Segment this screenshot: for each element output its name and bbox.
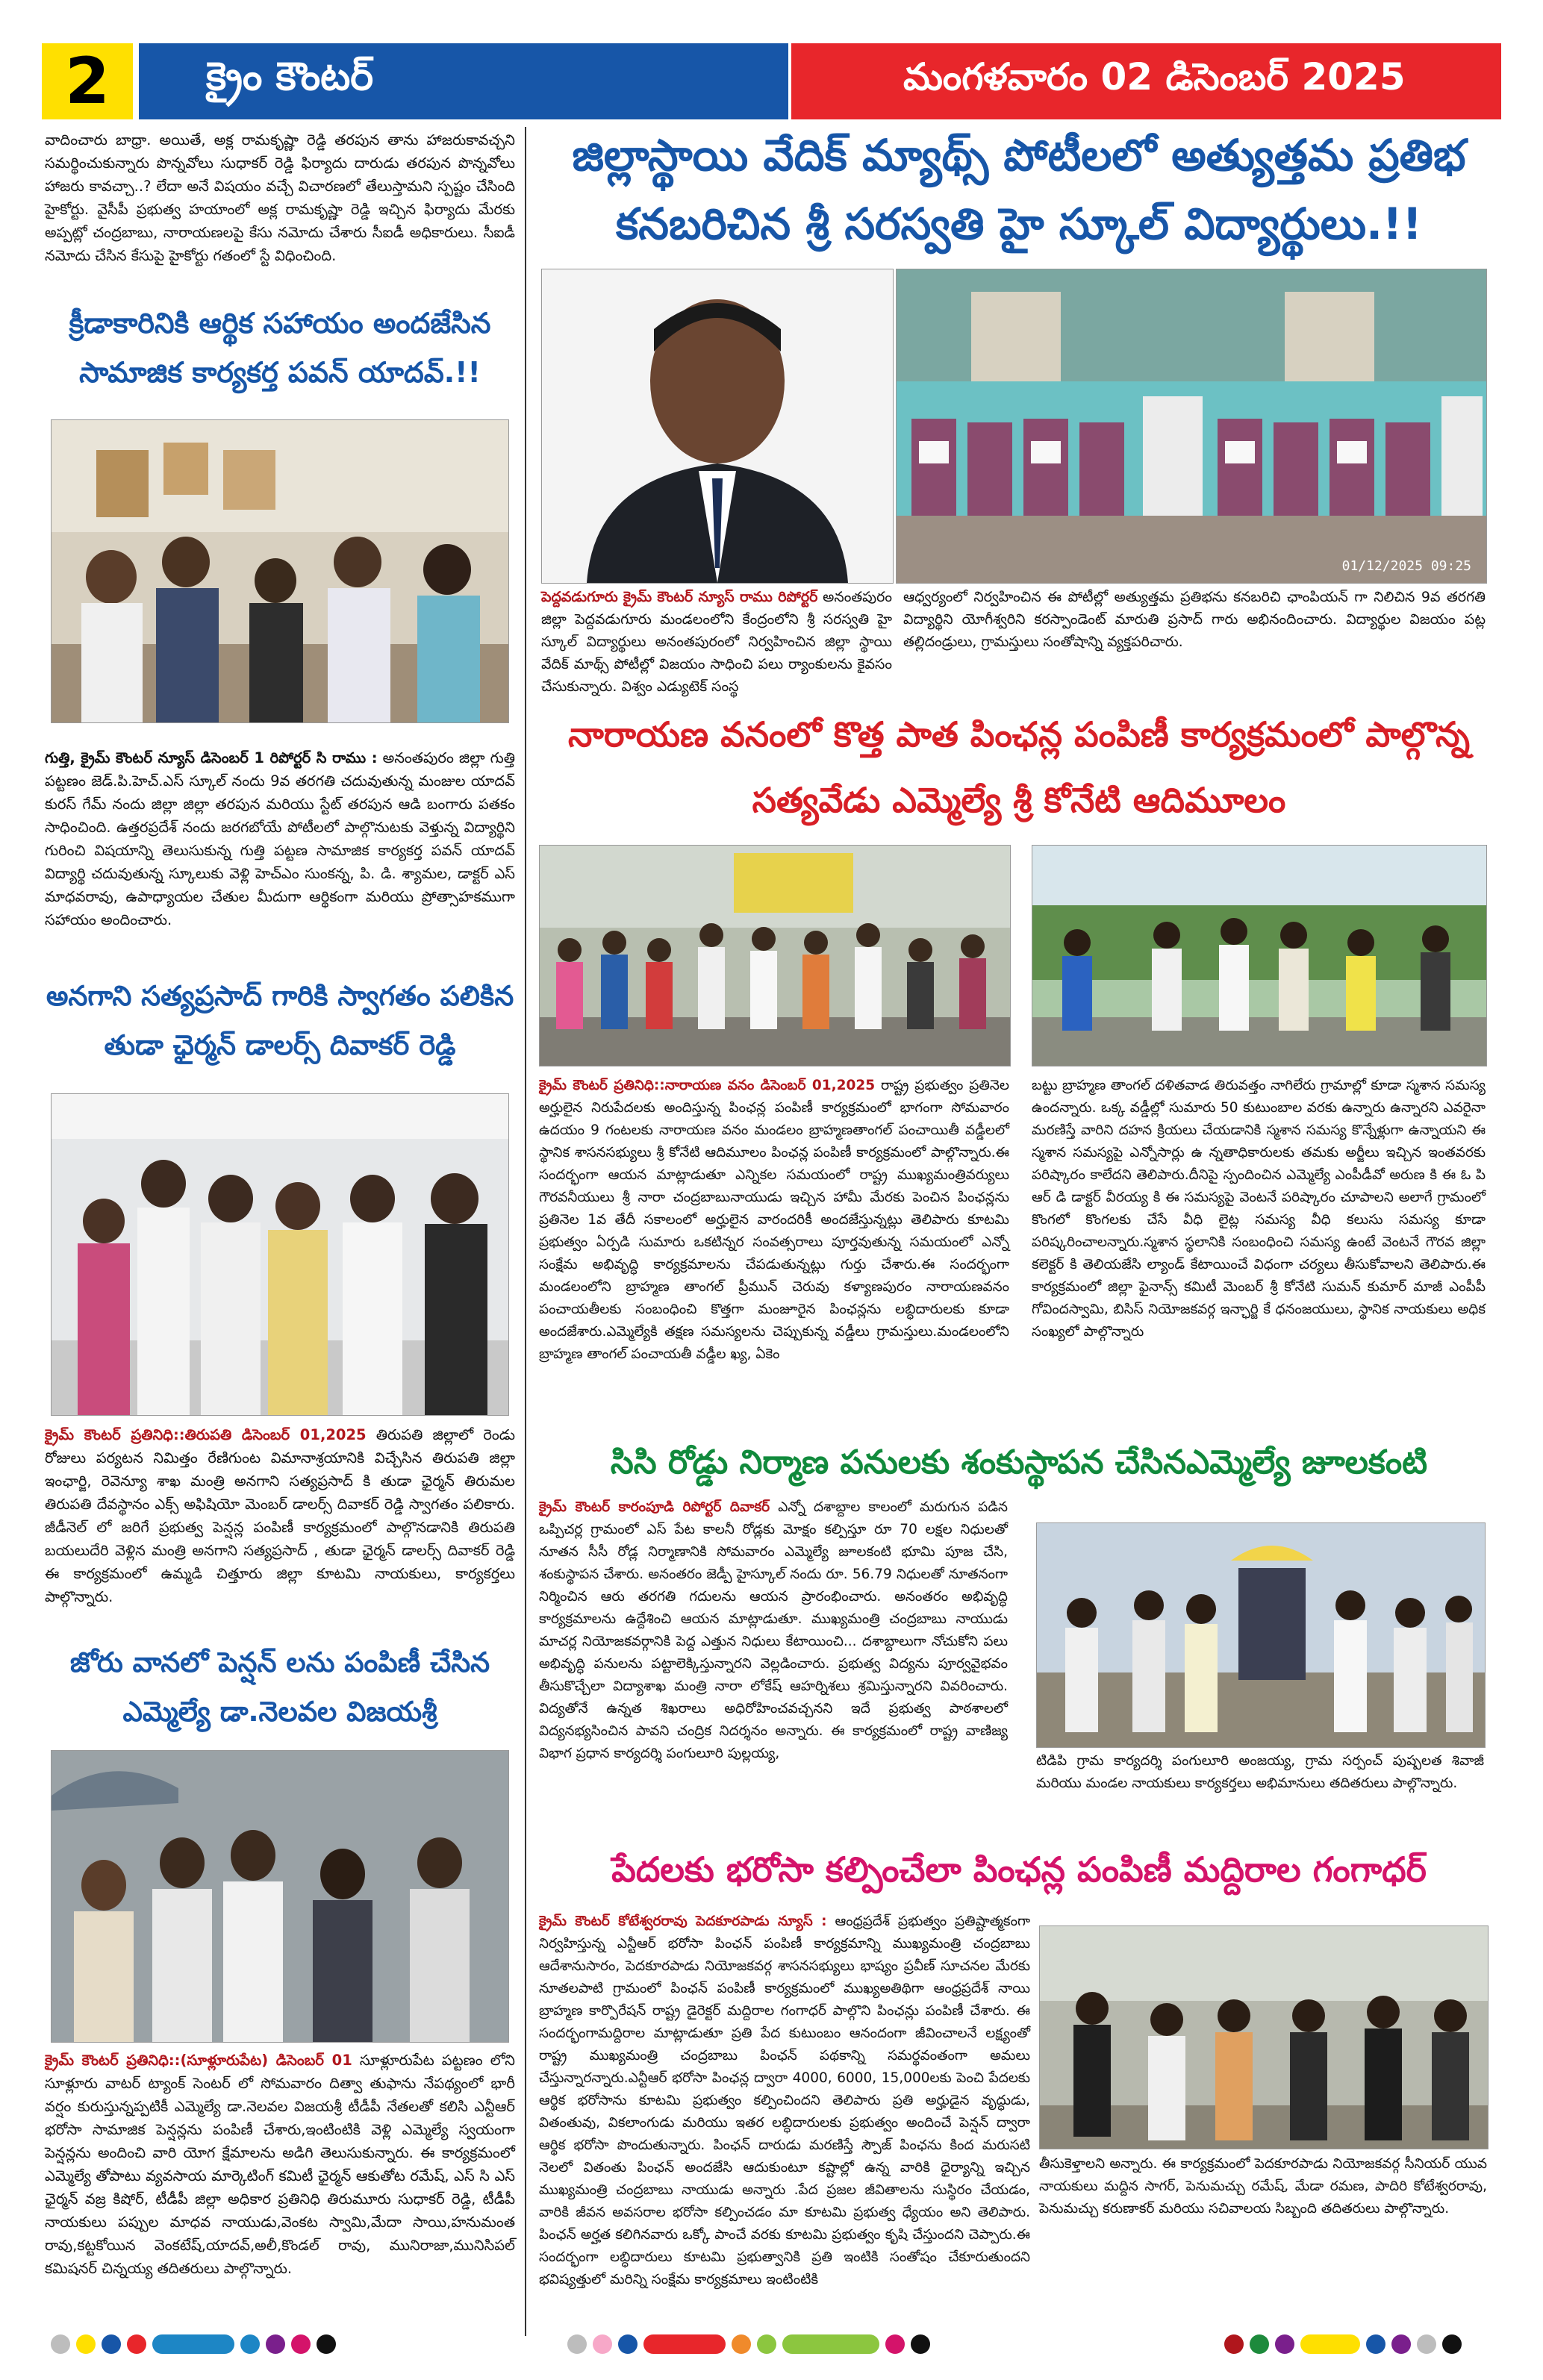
- photo-correspondent: [541, 269, 894, 584]
- story-body: [45, 2049, 515, 2280]
- newspaper-name: క్రైం కౌంటర్: [139, 43, 788, 119]
- photo-timestamp: 01/12/2025 09:25: [1341, 558, 1471, 574]
- story-body: [45, 746, 515, 931]
- story-body: [541, 586, 892, 698]
- story-headline: పేదలకు భరోసా కల్పించేలా పింఛన్ల పంపిణీ మద్దిరాల గంగాధర్: [611, 1849, 1427, 1890]
- column-divider: [525, 127, 526, 2336]
- photo-caption: తీసుకెళ్తాలని అన్నారు. ఈ కార్యక్రమంలో పెదకూరపాడు నియోజకవర్గ సీనియర్ యువ నాయకులు మద్దిన సాగర్, పెనుమచ్చు రమేష్, మేడా రమణ, పాదిరి కోటేశ్వరరావు, పెనుమచ్చు కరుణాకర్ మరియు సచివాలయ సిబ్బంది తదితరులు పాల్గొన్నారు.: [1039, 2156, 1487, 2217]
- story-body: [539, 1075, 1009, 1366]
- issue-date: మంగళవారం 02 డిసెంబర్ 2025: [791, 43, 1501, 119]
- story-text: అనంతపురం జిల్లా గుత్తి పట్టణం జెడ్.పి.హెచ్.ఎస్ స్కూల్ నందు 9వ తరగతి చదువుతున్న మంజుల యాదవ్ కురస్ గేమ్ నందు జిల్లా జిల్లా తరపున మరియు స్టేట్ తరపున ఆడి బంగారు పతకం సాధించింది. ఉత్తరప్రదేశ్ నందు జరగబోయే పోటీలలో పాల్గొనుటకు వెళ్తున్న విద్యార్థిని గురించి విషయాన్ని తెలుసుకున్న గుత్తి పట్టణ సామాజిక కార్యకర్త పవన్ యాదవ్ విద్యార్థి చదువుతున్న స్కూలుకు వెళ్లి హెచ్‌ఎం సుంకన్న, పి. డి. శ్యామల, డాక్టర్ ఎస్ మాధవరావు, ఉపాధ్యాయల చేతుల మీదుగా ఆర్థికంగా మరియు ప్రోత్సాహకముగా సహాయం అందించారు.: [45, 749, 515, 928]
- story-dateline: క్రైమ్ కౌంటర్ కారంపూడి రిపోర్టర్ దివాకర్: [539, 1499, 770, 1515]
- story-text: తిరుపతి జిల్లాలో రెండు రోజులు పర్యటన నిమిత్తం రేణిగుంట విమానాశ్రయానికి విచ్చేసిన తిరుపతి జిల్లా ఇంఛార్జి, రెవెన్యూ శాఖ మంత్రి అనగాని సత్యప్రసాద్ కి తుడా ఛైర్మన్ తిరుమల తిరుపతి దేవస్థానం ఎక్స్ అఫిషియో మెంబర్ డాలర్స్ దివాకర్ రెడ్డి స్వాగతం పలికారు. జీడీనెల్ లో జరిగే ప్రభుత్వ పెన్షన్ల పంపిణీ కార్యక్రమంలో పాల్గొనడానికి తిరుపతి బయలుదేరి వెళ్లిన మంత్రి అనగాని సత్యప్రసాద్ , తుడా ఛైర్మన్ డాలర్స్ దివాకర్ రెడ్డి ఈ కార్యక్రమంలో ఉమ్మడి చిత్తూరు జిల్లా కూటమి నాయకులు, కార్యకర్తలు పాల్గొన్నారు.: [45, 1426, 515, 1605]
- photo-students: [896, 269, 1487, 584]
- story-dateline: క్రైమ్ కౌంటర్ కోటేశ్వరరావు పెదకూరపాడు న్యూస్ :: [539, 1914, 827, 1929]
- lead-headline: జిల్లాస్థాయి వేదిక్ మ్యాథ్స్ పోటీలలో అత్యుత్తమ ప్రతిభ కనబరిచిన శ్రీ సరస్వతి హై స్కూల్ విద్యార్థులు.!!: [572, 130, 1466, 249]
- story-text: ఆంధ్రప్రదేశ్ ప్రభుత్వం ప్రతిష్టాత్మకంగా నిర్వహిస్తున్న ఎన్టీఆర్ భరోసా పింఛన్ పంపిణీ కార్యక్రమాన్ని ముఖ్యమంత్రి చంద్రబాబు ఆదేశానుసారం, పెదకూరపాడు నియోజకవర్గ శాసనసభ్యులు భాష్యం ప్రవీణ్ సూచనల మేరకు నూతలపాటి గ్రామంలో పింఛన్ పంపిణీ కార్యక్రమంలో ముఖ్యఅతిథిగా ఆంధ్రప్రదేశ్ నాయి బ్రాహ్మణ కార్పొరేషన్ రాష్ట్ర డైరెక్టర్ మద్దిరాల గంగాధర్ పాల్గొని పింఛన్లు పంపిణీ చేశారు. ఈ సందర్భంగామద్దిరాల మాట్లాడుతూ ప్రతి పేద కుటుంబం ఆనందంగా జీవించాలనే లక్ష్యంతో రాష్ట్ర ముఖ్యమంత్రి చంద్రబాబు పింఛన్ పథకాన్ని సమర్థవంతంగా అమలు చేస్తున్నారన్నారు.ఎన్టీఆర్ భరోసా పింఛన్ల ద్వారా 4000, 6000, 15,000లకు పెంచి పేదలకు ఆర్థిక భరోసాను కూటమి ప్రభుత్వం కల్పించిందని తెలిపారు ప్రతి అర్హుడైన వృద్ధుడు, వితంతువు, వికలాంగుడు మరియు ఇతర లబ్ధిదారులకు ప్రభుత్వం అందించే పెన్షన్ ద్వారా ఆర్థిక భరోసా పొందుతున్నారు. పింఛన్ దారుడు మరణిస్తే స్పౌజ్ పింఛను కింద మరుసటి నెలలో వితంతు పింఛన్ అందజేసి ఆదుకుంటూ కష్టాల్లో ఉన్న వారికి ధైర్యాన్ని ఇచ్చిన ముఖ్యమంత్రి చంద్రబాబు నాయుడు అన్నారు .పేద ప్రజల జీవితాలను సుస్థిరం చేయడం, వారికి జీవన అవసరాల భరోసా కల్పించడం మా కూటమి ప్రభుత్వ ధ్యేయం అని తెలిపారు. పింఛన్ అర్హత కలిగినవారు ఒక్కో పాంచే వరకు కూటమి ప్రభుత్వం కృషి చేస్తుందని చెప్పారు.ఈ సందర్భంగా లబ్ధిదారులు కూటమి ప్రభుత్వానికి ప్రతి ఇంటికి సంతోషం చేకూరుతుందని భవిష్యత్తులో మరిన్ని సంక్షేమ కార్యక్రమాలు ఇంటింటికి: [539, 1914, 1030, 2287]
- story-body: [539, 1911, 1030, 2291]
- photo-pension-event: [539, 845, 1011, 1066]
- story-dateline: క్రైమ్ కౌంటర్ ప్రతినిధి::(సూళ్లూరుపేట) డిసెంబర్ 01: [45, 2052, 352, 2069]
- footer-color-strip-right: [1224, 2334, 1462, 2354]
- story-body-continued: బట్టు బ్రాహ్మణ తాంగల్ దళితవాడ తిరువత్తం నాగిలేరు గ్రామాల్లో కూడా స్మశాన సమస్య ఉందన్నారు. ఒక్క వడ్డీల్లో సుమారు 50 కుటుంబాల వరకు ఉన్నారు ఉన్నారని ఎవరైనా మరణిస్తే వారిని దహన క్రియలు చేయడానికి స్మశాన సమస్య కొన్నేళ్లుగా ఉన్నాయని ఈ స్మశాన సమస్యపై ఎన్నోసార్లు ఉ న్నతాధికారులకు తమకు అర్జీలు ఇచ్చిన ఇంతవరకు పరిష్కారం కాలేదని తెలిపారు.దీనిపై స్పందించిన ఎమ్మెల్యే ఎంపీడీవో అరుణ కి ఈ ఓ పి ఆర్ డి డాక్టర్ వీరయ్య కి ఈ సమస్యపై వెంటనే పరిష్కారం చూపాలని అలాగే గ్రామంలో కొంగలో కొంగలకు చేసే వీధి లైట్ల సమస్య వీధి కలుసు సమస్య కూడా పరిష్కరించాలన్నారు.స్మశాన స్థలానికి సంబంధించి సమస్య ఉంటే వెంటనే గౌరవ జిల్లా కలెక్టర్ కి తెలియజేసి ల్యాండ్ కేటాయించే విధంగా చర్యలు తీసుకోవాలని తెలిపారు.ఈ కార్యక్రమంలో జిల్లా ఫైనాన్స్ కమిటీ మెంబర్ శ్రీ కోనేటి సుమన్ కుమార్ మాజీ ఎంపీపీ గోవిందస్వామి, బిసిస్ నియోజకవర్గ ఇన్ఛార్జి కే ధనంజయులు, స్థానిక నాయకులు అధిక సంఖ్యలో పాల్గొన్నారు: [1032, 1078, 1486, 1340]
- story-headline: సిసి రోడ్డు నిర్మాణ పనులకు శంకుస్థాపన చేసినఎమ్మెల్యే జూలకంటి: [610, 1443, 1428, 1481]
- photo-caption: టిడిపి గ్రామ కార్యదర్శి పంగులూరి అంజయ్య, గ్రామ సర్పంచ్ పుష్పలత శివాజీ మరియు మండల నాయకులు కార్యకర్తలు అభిమానులు తదితరులు పాల్గొన్నారు.: [1036, 1753, 1484, 1791]
- story-headline: జోరు వానలో పెన్షన్ లను పంపిణీ చేసిన ఎమ్మెల్యే డా.నెలవల విజయశ్రీ: [69, 1646, 490, 1728]
- story-body-continued: ఆధ్వర్యంలో నిర్వహించిన ఈ పోటీల్లో అత్యుత్తమ ప్రతిభను కనబరిచి ఛాంపియన్ గా నిలిచిన 9వ తరగతి విద్యార్థిని యోగీశ్వరిని కరస్పాండెంట్ మారుతి ప్రసాద్ గారు అభినందించారు. విద్యార్థుల విజయం పట్ల తల్లిదండ్రులు, గ్రామస్తులు సంతోషాన్ని వ్యక్తపరిచారు.: [903, 589, 1486, 650]
- story-headline: క్రీడాకారినికి ఆర్థిక సహాయం అందజేసిన సామాజిక కార్యకర్త పవన్ యాదవ్.!!: [69, 307, 491, 389]
- story-headline: అనగాని సత్యప్రసాద్ గారికి స్వాగతం పలికిన తుడా ఛైర్మన్ డాలర్స్ దివాకర్ రెడ్డి: [46, 980, 514, 1061]
- story-text: ఎన్నో దశాబ్దాల కాలంలో మరుగున పడిన ఒప్పిచర్ల గ్రామంలో ఎస్ పేట కాలనీ రోడ్లకు మోక్షం కల్పిస్తూ రూ 70 లక్షల నిధులతో నూతన సీసీ రోడ్ల నిర్మాణానికి సోమవారం ఎమ్మెల్యే జూలకంటి భూమి పూజ చేసి, శంకుస్థాపన చేశారు. అనంతరం జెడ్పీ హైస్కూల్ నందు రూ. 56.79 నిధులతో నూతనంగా నిర్మించిన ఆరు తరగతి గదులను ఆయన ప్రారంభించారు. అనంతరం అభివృద్ధి కార్యక్రమాలను ఉద్దేశించి ఆయన మాట్లాడుతూ. ముఖ్యమంత్రి చంద్రబాబు నాయుడు మాచర్ల నియోజకవర్గానికి పెద్ద ఎత్తున నిధులు కేటాయించి... దశాబ్దాలుగా నోచుకోని పలు అభివృద్ధి పనులను పట్టాలెక్కిస్తున్నారని వెల్లడించారు. ప్రభుత్వ విద్యను పూర్వవైభవం తీసుకొచ్చేలా విద్యాశాఖ మంత్రి నారా లోకేష్ ఆహర్నిశలు శ్రమిస్తున్నారని వివరించారు. విద్యతోనే ఉన్నత శిఖరాలు అధిరోహించవచ్చనని ఇదే ప్రభుత్వ పాఠశాలలో విద్యనభ్యసించిన పావని చంద్రిక నిదర్శనం అన్నారు. ఈ కార్యక్రమంలో రాష్ట్ర వాణిజ్య విభాగ ప్రధాన కార్యదర్శి పంగులూరి పుల్లయ్య,: [539, 1499, 1009, 1761]
- photo-minister-welcome: [51, 1093, 509, 1416]
- story-text: అనంతపురం జిల్లా పెద్దవడుగూరు మండలంలోని కేంద్రంలోని శ్రీ సరస్వతి హై స్కూల్ విద్యార్థులు అనంతపురంలో నిర్వహించిన జిల్లా స్థాయి వేదిక్ మాథ్స్ పోటీల్లో విజయం సాధించి పలు ర్యాంకులను కైవసం చేసుకున్నారు. విశ్వం ఎడ్యుటెక్ సంస్థ: [541, 589, 892, 695]
- story-text: సూళ్లూరుపేట పట్టణం లోని సూళ్లూరు వాటర్ ట్యాంక్ సెంటర్ లో సోమవారం దిత్వా తుఫాను నేపథ్యంలో భారీ వర్షం కురుస్తున్నప్పటికీ ఎమ్మెల్యే డా.నెలవల విజయశ్రీ టీడీపీ నేతలతో కలిసి ఎన్టీఆర్ భరోసా సామాజిక పెన్షన్లను పంపిణీ చేశారు,ఇంటింటికి వెళ్లి ఎమ్మెల్యే స్వయంగా పెన్షన్లను అందించి వారి యోగ క్షేమాలను అడిగి తెలుసుకున్నారు. ఈ కార్యక్రమంలో ఎమ్మెల్యే తోపాటు వ్యవసాయ మార్కెటింగ్ కమిటీ ఛైర్మన్ ఆకుతోట రమేష్, ఎస్ సి ఎస్ ఛైర్మన్ వజ్ర కిషోర్, టీడీపీ జిల్లా అధికార ప్రతినిధి తిరుమూరు సుధాకర్ రెడ్డి, టీడీపీ నాయకులు పప్పుల మాధవ నాయుడు,వెంకట స్వామి,మేదా సాయి,హనుమంత రావు,కట్టకోయిన వెంకటేష్,యాదవ్,అలీ,కొండల్ రావు, మునిరాజా,మునిసిపల్ కమిషనర్ చిన్నయ్య తదితరులు పాల్గొన్నారు.: [45, 2052, 515, 2277]
- photo-foundation-stone: [1036, 1522, 1486, 1748]
- story-headline: నారాయణ వనంలో కొత్త పాత పింఛన్ల పంపిణీ కార్యక్రమంలో పాల్గొన్న సత్యవేడు ఎమ్మెల్యే శ్రీ కోనేటి ఆదిమూలం: [568, 714, 1470, 820]
- photo-village-visit: [1032, 845, 1487, 1066]
- story-body: [45, 1423, 515, 1608]
- story-dateline: గుత్తి, క్రైమ్ కౌంటర్ న్యూస్ డిసెంబర్ 1 రిపోర్టర్ సి రాము :: [45, 749, 378, 766]
- footer-color-strip-center: [567, 2334, 930, 2354]
- photo-sports-aid: [51, 419, 509, 723]
- story-dateline: పెద్దవడుగూరు క్రైమ్ కౌంటర్ న్యూస్ రాము రిపోర్టర్: [541, 589, 818, 605]
- story-text: రాష్ట్ర ప్రభుత్వం ప్రతినెల అర్హులైన నిరుపేదలకు అందిస్తున్న పింఛన్ల పంపిణీ కార్యక్రమంలో భాగంగా సోమవారం ఉదయం 9 గంటలకు నారాయణ వనం మండలం బ్రాహ్మణతాంగల్ పంచాయితీ వడ్డీలలో స్థానిక శాసనసభ్యులు శ్రీ కోనేటి ఆదిమూలం పింఛన్ల పంపిణీ కార్యక్రమంలో పాల్గొన్నారు.ఈ సందర్భంగా ఆయన మాట్లాడుతూ ఎన్నికల సమయంలో రాష్ట్ర ముఖ్యమంత్రివర్యులు గౌరవనీయులు శ్రీ నారా చంద్రబాబునాయుడు ఇచ్చిన హామీ మేరకు పెంచిన పింఛన్లను ప్రతినెల 1వ తేదీ సకాలంలో అర్హులైన వారందరికీ అందజేస్తున్నట్లు తెలిపారు కూటమి ప్రభుత్వం ఏర్పడి సుమారు ఒకటిన్నర సంవత్సరాలు పూర్తవుతున్న సమయంలో ఎన్నో సంక్షేమ అభివృద్ధి కార్యక్రమాలను చేపడుతున్నట్లు గుర్తు చేశారు.ఈ సందర్భంగా మండలంలోని బ్రాహ్మణ తాంగల్ ప్రీమున్ చెరువు కళ్యాణపురం నారాయణవనం పంచాయతీలకు సంబంధించి కొత్తగా మంజూరైన పింఛన్లను లబ్ధిదారులకు కూడా అందజేశారు.ఎమ్మెల్యేకి తక్షణ సమస్యలను చెప్పుకున్న వడ్డీలు గ్రామస్తులు.మండలంలోని బ్రాహ్మణ తాంగల్ పంచాయతీ వడ్డీల ఖ్య, ఏకెం: [539, 1078, 1009, 1362]
- story-dateline: క్రైమ్ కౌంటర్ ప్రతినిధి::నారాయణ వనం డిసెంబర్ 01,2025: [539, 1078, 876, 1093]
- page-number: 2: [42, 43, 133, 119]
- intro-text: వాదించారు బాధ్రా. అయితే, అక్ల రామకృష్ణా రెడ్డి తరపున తాను హాజరుకావచ్చని సమర్థించుకున్నారు పొన్నవోలు సుధాకర్ రెడ్డి ఫిర్యాదు దారుడు తరపున పొన్నవోలు హాజరు కావచ్చా..? లేదా అనే విషయం వచ్చే విచారణలో తేలుస్తామని స్పష్టం చేసింది హైకోర్టు. వైసీపీ ప్రభుత్వ హయాంలో అక్ల రామకృష్ణా రెడ్డి ఇచ్చిన ఫిర్యాదు మేరకు అప్పట్లో చంద్రబాబు, నారాయణలపై కేసు నమోదు చేశారు సీఐడీ అధికారులు. సీఐడీ నమోదు చేసిన కేసుపై హైకోర్టు గతంలో స్టే విధించింది.: [45, 131, 515, 264]
- story-dateline: క్రైమ్ కౌంటర్ ప్రతినిధి::తిరుపతి డిసెంబర్ 01,2025: [45, 1426, 367, 1443]
- story-body: [539, 1496, 1008, 1765]
- photo-pension-distribution: [1039, 1925, 1489, 2149]
- footer-color-strip-left: [51, 2334, 336, 2354]
- photo-pension-rain: [51, 1750, 509, 2043]
